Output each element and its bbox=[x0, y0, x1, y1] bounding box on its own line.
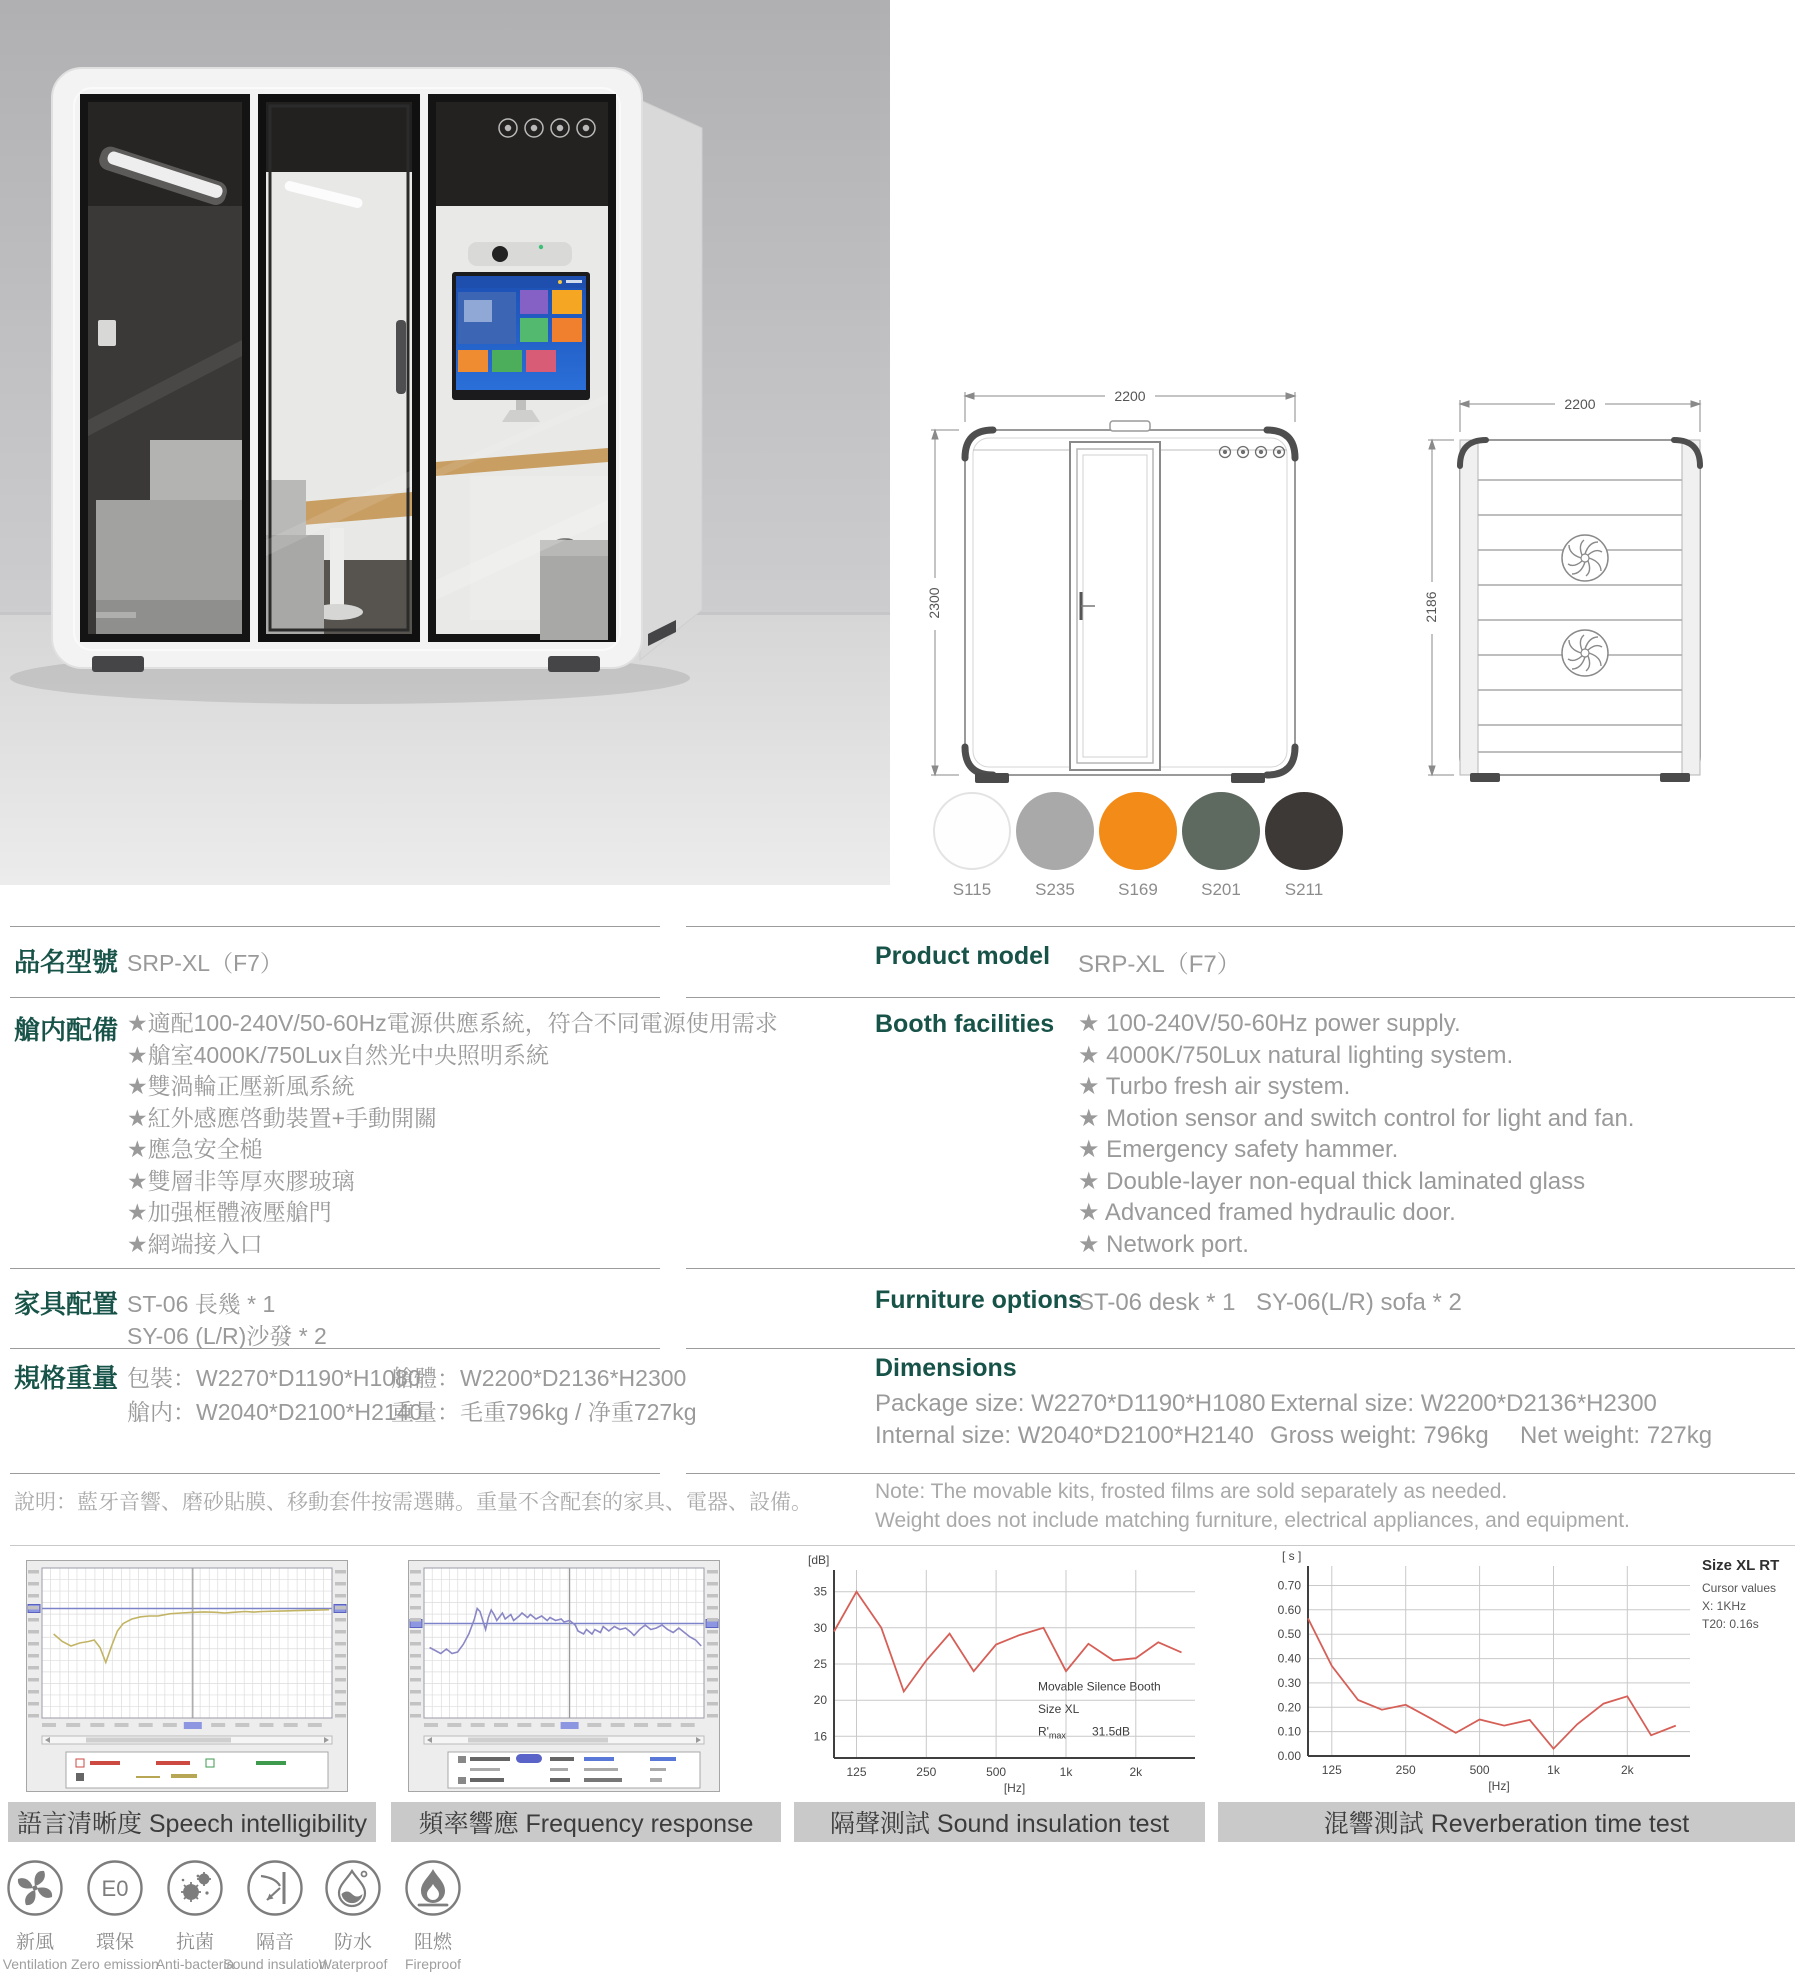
feature-zh: 新風 bbox=[15, 1932, 54, 1953]
booth-photo-illustration bbox=[0, 0, 890, 885]
color-swatch bbox=[933, 792, 1011, 870]
caption-speech: 語言清晰度 Speech intelligibility bbox=[8, 1802, 376, 1842]
svg-text:[ s ]: [ s ] bbox=[1282, 1549, 1302, 1563]
feature-en: Zero emission bbox=[71, 1956, 159, 1972]
feature-zh: 環保 bbox=[95, 1932, 134, 1953]
facility-item: ★ Network port. bbox=[1078, 1230, 1249, 1258]
note-en-line1: Note: The movable kits, frosted films are sold separately as needed. bbox=[875, 1480, 1508, 1503]
svg-text:500: 500 bbox=[1469, 1763, 1490, 1777]
note-en-line2: Weight does not include matching furniture, electrical appliances, and equipment. bbox=[875, 1509, 1630, 1532]
feature-en: Fireproof bbox=[404, 1956, 462, 1972]
chart-freq bbox=[408, 1560, 720, 1797]
fireproof-icon bbox=[403, 1858, 463, 1918]
facilities-list-en bbox=[1078, 1008, 1634, 1260]
svg-text:0.30: 0.30 bbox=[1277, 1675, 1301, 1690]
svg-text:2k: 2k bbox=[1129, 1765, 1143, 1779]
color-swatch bbox=[1265, 792, 1343, 870]
svg-text:250: 250 bbox=[916, 1765, 937, 1779]
facility-item: ★ 4000K/750Lux natural lighting system. bbox=[1078, 1041, 1514, 1069]
facilities-label-en: Booth facilities bbox=[875, 1010, 1055, 1038]
svg-text:0.60: 0.60 bbox=[1277, 1602, 1301, 1617]
furniture-desk-en: ST-06 desk * 1 bbox=[1078, 1289, 1236, 1316]
color-swatch-code: S169 bbox=[1118, 880, 1158, 899]
svg-text:Size XL: Size XL bbox=[1037, 1701, 1080, 1716]
svg-text:0.50: 0.50 bbox=[1277, 1627, 1301, 1642]
model-value-en: SRP-XL（F7） bbox=[1078, 951, 1241, 978]
dims-internal-en: Internal size: W2040*D2100*H2140 bbox=[875, 1422, 1254, 1449]
booth-glass-panel bbox=[428, 94, 616, 642]
furniture-desk-zh: ST-06 長幾 * 1 bbox=[127, 1291, 276, 1317]
light-switch bbox=[98, 320, 116, 346]
facility-item: ★艙室4000K/750Lux自然光中央照明系統 bbox=[127, 1041, 549, 1068]
model-label-zh: 品名型號 bbox=[14, 947, 119, 977]
svg-text:30: 30 bbox=[813, 1620, 827, 1635]
furniture-sofa-en: SY-06(L/R) sofa * 2 bbox=[1256, 1289, 1462, 1316]
booth-product-photo bbox=[0, 0, 890, 885]
svg-text:25: 25 bbox=[813, 1657, 827, 1671]
facility-item: ★ Turbo fresh air system. bbox=[1078, 1073, 1351, 1100]
sofa-right bbox=[540, 556, 608, 640]
color-swatch bbox=[1182, 792, 1260, 870]
chart-reverb bbox=[1218, 1540, 1795, 1805]
svg-text:Cursor values: Cursor values bbox=[1702, 1581, 1777, 1595]
svg-text:0.20: 0.20 bbox=[1277, 1700, 1301, 1715]
facility-item: ★ Advanced framed hydraulic door. bbox=[1078, 1199, 1456, 1226]
facility-item: ★ Double-layer non-equal thick laminated glass bbox=[1078, 1167, 1586, 1195]
facility-item: ★加强框體液壓艙門 bbox=[127, 1199, 332, 1225]
svg-text:E0: E0 bbox=[101, 1876, 129, 1901]
drawing-door bbox=[1070, 442, 1160, 770]
dims-internal-zh: 艙内：W2040*D2100*H2140 bbox=[127, 1399, 423, 1425]
svg-text:35: 35 bbox=[813, 1584, 827, 1599]
svg-text:0.70: 0.70 bbox=[1277, 1578, 1301, 1593]
svg-text:20: 20 bbox=[813, 1693, 827, 1708]
table-pedestal bbox=[330, 528, 344, 608]
color-swatch-code: S235 bbox=[1035, 880, 1075, 899]
front-view-drawing bbox=[905, 330, 1325, 795]
feature-zh: 抗菌 bbox=[175, 1932, 214, 1953]
roof-vent bbox=[1110, 421, 1150, 431]
feature-en: Sound insulation bbox=[223, 1956, 327, 1972]
dims-external-en: External size: W2200*D2136*H2300 bbox=[1270, 1390, 1657, 1417]
facility-item: ★應急安全槌 bbox=[127, 1136, 263, 1162]
chart-insulation bbox=[794, 1548, 1205, 1803]
feature-zh: 隔音 bbox=[255, 1932, 294, 1953]
svg-text:500: 500 bbox=[986, 1765, 1007, 1779]
facilities-list-zh bbox=[127, 1008, 778, 1260]
side-view-drawing bbox=[1390, 330, 1730, 795]
door-handle bbox=[396, 320, 406, 394]
feature-zh: 阻燃 bbox=[413, 1932, 452, 1953]
svg-text:250: 250 bbox=[1395, 1763, 1416, 1777]
booth-foot bbox=[92, 656, 144, 672]
svg-text:[dB]: [dB] bbox=[808, 1553, 830, 1567]
booth-panel-fabric bbox=[80, 94, 250, 642]
side-width-dimension: 2200 bbox=[1564, 396, 1596, 412]
dims-body-zh: 艙體：W2200*D2136*H2300 bbox=[391, 1365, 687, 1391]
svg-text:2k: 2k bbox=[1620, 1763, 1634, 1777]
feature-fireproof bbox=[353, 1858, 513, 1972]
dims-weight-zh: 重量：毛重796kg / 净重727kg bbox=[391, 1399, 697, 1425]
color-swatch-code: S201 bbox=[1201, 880, 1241, 899]
svg-text:16: 16 bbox=[813, 1729, 827, 1744]
facility-item: ★網端接入口 bbox=[127, 1230, 263, 1257]
facilities-label-zh: 艙内配備 bbox=[14, 1015, 119, 1045]
facility-item: ★紅外感應啓動裝置+手動開關 bbox=[127, 1104, 438, 1131]
facility-item: ★ Motion sensor and switch control for light and fan. bbox=[1078, 1104, 1635, 1132]
dimensions-label-zh: 規格重量 bbox=[14, 1363, 119, 1393]
color-swatches bbox=[933, 792, 1353, 900]
svg-text:125: 125 bbox=[846, 1765, 867, 1779]
note-zh: 說明：藍牙音響、磨砂貼膜、移動套件按需選購。重量不含配套的家具、電器、設備。 bbox=[14, 1491, 812, 1514]
svg-text:[Hz]: [Hz] bbox=[1003, 1781, 1026, 1795]
svg-text:0.00: 0.00 bbox=[1277, 1749, 1301, 1763]
svg-text:X: 1KHz: X: 1KHz bbox=[1702, 1599, 1747, 1613]
booth-foot bbox=[548, 656, 600, 672]
svg-text:0.10: 0.10 bbox=[1277, 1724, 1301, 1739]
svg-text:[Hz]: [Hz] bbox=[1488, 1779, 1510, 1793]
color-swatch-code: S211 bbox=[1284, 880, 1324, 899]
dims-gross-en: Gross weight: 796kg bbox=[1270, 1422, 1489, 1449]
color-swatch bbox=[1099, 792, 1177, 870]
caption-insulation: 隔聲測試 Sound insulation test bbox=[794, 1802, 1205, 1842]
model-label-en: Product model bbox=[875, 942, 1051, 970]
svg-text:R'max31.5dB: $R'_{max}$ 31.5dB bbox=[1037, 1724, 1130, 1741]
color-swatch bbox=[1016, 792, 1094, 870]
feature-zh: 防水 bbox=[333, 1932, 372, 1953]
dims-package-en: Package size: W2270*D1190*H1080 bbox=[875, 1390, 1266, 1417]
feature-en: Waterproof bbox=[318, 1956, 388, 1972]
svg-text:Movable Silence Booth: Movable Silence Booth bbox=[1037, 1679, 1161, 1694]
side-height-dimension: 2186 bbox=[1423, 591, 1439, 623]
facility-item: ★適配100-240V/50-60Hz電源供應系統，符合不同電源使用需求 bbox=[127, 1010, 778, 1036]
front-height-dimension: 2300 bbox=[926, 587, 942, 619]
feature-en: Anti-bacteria bbox=[155, 1956, 235, 1972]
booth-side-face bbox=[640, 100, 702, 660]
chart-speech bbox=[26, 1560, 348, 1797]
booth-logo bbox=[96, 612, 136, 618]
svg-text:Size XL RT: Size XL RT bbox=[1702, 1557, 1780, 1574]
booth-glass-door bbox=[258, 94, 420, 642]
model-value-zh: SRP-XL（F7） bbox=[127, 950, 283, 976]
dimensions-label-en: Dimensions bbox=[875, 1354, 1017, 1382]
furniture-label-zh: 家具配置 bbox=[14, 1289, 119, 1319]
furniture-label-en: Furniture options bbox=[875, 1286, 1082, 1314]
facility-item: ★ Emergency safety hammer. bbox=[1078, 1136, 1399, 1163]
feature-en: Ventilation bbox=[2, 1956, 68, 1972]
furniture-sofa-zh: SY-06 (L/R)沙發 * 2 bbox=[127, 1323, 327, 1349]
svg-text:0.40: 0.40 bbox=[1277, 1651, 1301, 1666]
caption-freq: 頻率響應 Frequency response bbox=[391, 1802, 781, 1842]
ventilation-fan-icon bbox=[1562, 535, 1608, 581]
svg-text:T20: 0.16s: T20: 0.16s bbox=[1702, 1617, 1759, 1631]
ventilation-fan-icon bbox=[1562, 630, 1608, 676]
svg-text:1k: 1k bbox=[1059, 1765, 1073, 1779]
dims-net-en: Net weight: 727kg bbox=[1520, 1422, 1713, 1449]
svg-text:125: 125 bbox=[1321, 1763, 1342, 1777]
facility-item: ★雙層非等厚夾膠玻璃 bbox=[127, 1167, 355, 1194]
front-width-dimension: 2200 bbox=[1114, 388, 1146, 404]
video-camera bbox=[468, 242, 572, 266]
caption-reverb: 混響測試 Reverberation time test bbox=[1218, 1802, 1795, 1842]
facility-item: ★雙渦輪正壓新風系統 bbox=[127, 1073, 355, 1099]
color-swatch-code: S115 bbox=[952, 880, 992, 899]
dims-packaging-zh: 包裝：W2270*D1190*H1080 bbox=[127, 1365, 421, 1391]
facility-item: ★ 100-240V/50-60Hz power supply. bbox=[1078, 1010, 1461, 1037]
tv-screen bbox=[452, 272, 590, 400]
svg-text:1k: 1k bbox=[1547, 1763, 1560, 1777]
